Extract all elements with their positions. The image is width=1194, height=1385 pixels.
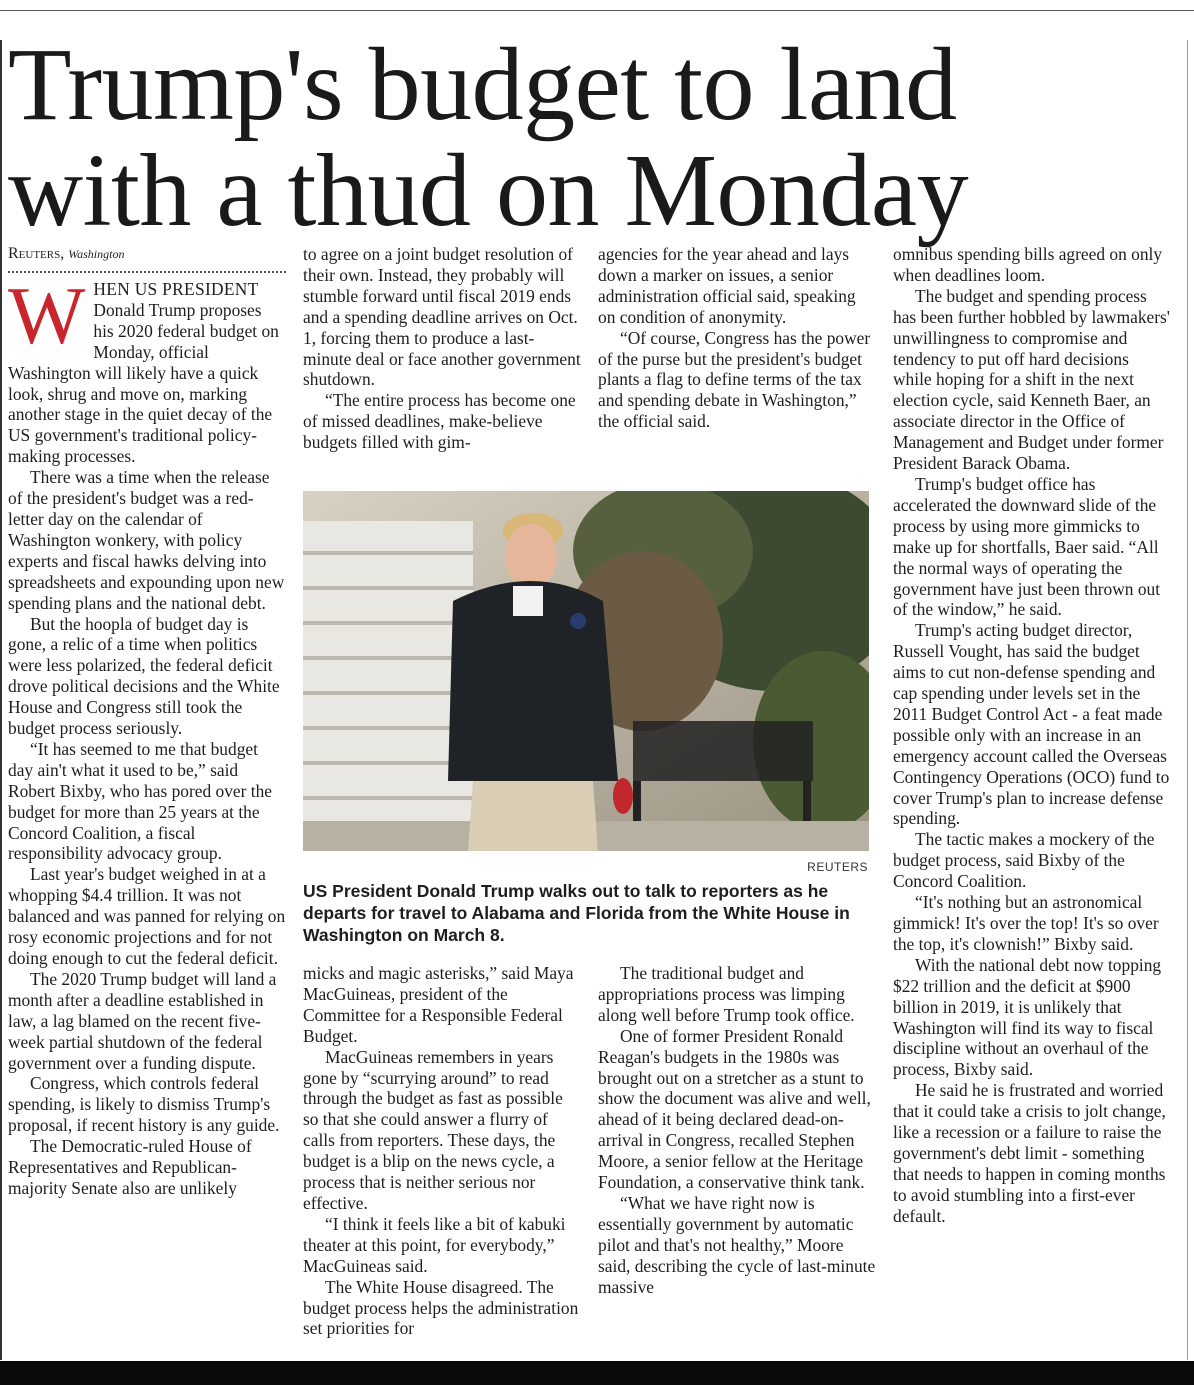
article-column-4	[893, 244, 1171, 1227]
paragraph: There was a time when the release of the president's budget was a red-letter day on the calendar of Washington wonkery, with policy experts and fiscal hawks delving into spreadsheets and expounding upon new spending plans and the national debt.	[8, 467, 285, 613]
byline-place: Washington	[68, 247, 125, 261]
top-rule	[0, 10, 1194, 11]
article-column-2-bottom	[303, 963, 581, 1339]
byline	[8, 244, 286, 273]
photo-caption: US President Donald Trump walks out to talk to reporters as he departs for travel to Alabama and Florida from the White House in Washington on March 8.	[303, 881, 850, 945]
paragraph: MacGuineas remembers in years gone by “scurrying around” to read through the budget as fast as possible so that she could answer a flurry of calls from reporters. These days, the budget is a blip on the news cycle, a process that is neither serious nor effective.	[303, 1046, 563, 1213]
lead-paragraph	[8, 270, 286, 467]
byline-agency: Reuters,	[8, 245, 65, 262]
article-column-1	[8, 244, 286, 1199]
lead-text: Donald Trump proposes his 2020 federal budget on Monday, official Washington will likely have a quick look, shrug and move on, marking another stage in the quiet decay of the US government's traditional policy-making processes.	[8, 299, 279, 467]
paragraph: The Democratic-ruled House of Representatives and Republican-majority Senate also are unlikely	[8, 1136, 252, 1198]
photo-credit: REUTERS	[807, 860, 868, 874]
bottom-bar	[0, 1361, 1194, 1385]
article-column-3-top	[598, 244, 876, 432]
paragraph: “It's nothing but an astronomical gimmick! It's over the top! It's so over the top, it's clownish!” Bixby said.	[893, 892, 1159, 954]
paragraph: Trump's budget office has accelerated the downward slide of the process by using more gimmicks to make up for shortfalls, Baer said. “All the normal ways of operating the government have just been thrown out of the window,” he said.	[893, 473, 1161, 620]
paragraph: Congress, which controls federal spending, is likely to dismiss Trump's proposal, if recent history is any guide.	[8, 1073, 280, 1136]
paragraph: The White House disagreed. The budget process helps the administration set priorities for	[303, 1276, 579, 1339]
photo-illustration	[303, 491, 869, 851]
steps-graphic	[303, 521, 473, 851]
paragraph: The tactic makes a mockery of the budget process, said Bixby of the Concord Coalition.	[893, 829, 1155, 892]
paragraph: “I think it feels like a bit of kabuki theater at this point, for everybody,” MacGuineas said.	[303, 1213, 566, 1276]
paragraph: “The entire process has become one of missed deadlines, make-believe budgets filled with gim-	[303, 390, 576, 453]
paragraph: Last year's budget weighed in at a whopping $4.4 trillion. It was not balanced and was panned for relying on rosy economic projections and for not doing enough to cut the federal deficit.	[8, 864, 286, 968]
paragraph: omnibus spending bills agreed on only when deadlines loom.	[893, 244, 1163, 285]
paragraph: micks and magic asterisks,” said Maya MacGuineas, president of the Committee for a Responsible Federal Budget.	[303, 963, 574, 1046]
paragraph: But the hoopla of budget day is gone, a relic of a time when politics were less polarized, the federal deficit drove political decisions and the White House and Congress still took the budget process seriously.	[8, 613, 280, 739]
article-column-2-top	[303, 244, 581, 453]
paragraph: One of former President Ronald Reagan's budgets in the 1980s was brought out on a stretcher as a stunt to show the document was alive and well, ahead of it being declared dead-on-arrival in Congress, recalled Stephen Moore, a senior fellow at the Heritage Foundation, a conservative think tank.	[598, 1025, 871, 1193]
news-photo	[303, 491, 869, 851]
paragraph: “Of course, Congress has the power of the purse but the president's budget plants a flag to define terms of the tax and spending debate in Washington,” the official said.	[598, 327, 871, 432]
page-edge-left	[0, 40, 2, 1360]
paragraph: agencies for the year ahead and lays down a marker on issues, a senior administration official said, speaking on condition of anonymity.	[598, 244, 856, 327]
paragraph: Trump's acting budget director, Russell Vought, has said the budget aims to cut non-defense spending and cap spending under levels set in the 2011 Budget Control Act - a feat made possible only with an increase in an emergency account called the Overseas Contingency Operations (OCO) fund to cover Trump's plan to increase defense spending.	[893, 620, 1170, 829]
paragraph: The budget and spending process has been further hobbled by lawmakers' unwillingness to compromise and tendency to put off hard decisions while hoping for a shift in the next election cycle, said Kenneth Baer, an associate director in the Office of Management and Budget under former President Barack Obama.	[893, 285, 1170, 474]
headline-line-2: with a thud on Monday	[8, 133, 969, 248]
lead-caps: HEN US PRESIDENT	[93, 279, 259, 299]
article-column-3-bottom	[598, 963, 876, 1298]
paragraph: to agree on a joint budget resolution of their own. Instead, they probably will stumble forward until fiscal 2019 ends and a spending deadline arrives on Oct. 1, forcing them to produce a last-minute deal or face another government shutdown.	[303, 244, 581, 390]
paragraph: “What we have right now is essentially government by automatic pilot and that's not healthy,” Moore said, describing the cycle of last-minute massive	[598, 1192, 876, 1297]
paragraph: “It has seemed to me that budget day ain't what it used to be,” said Robert Bixby, who has pored over the budget for more than 25 years at the Concord Coalition, a fiscal responsibility advocacy group.	[8, 738, 273, 864]
headline-line-1: Trump's budget to land	[8, 27, 957, 142]
paragraph: The traditional budget and appropriations process was limping along well before Trump took office.	[598, 963, 855, 1025]
drop-cap: W	[8, 270, 86, 361]
paragraph: The 2020 Trump budget will land a month after a deadline established in law, a lag blamed on the recent five-week partial shutdown of the federal government over a funding dispute.	[8, 968, 277, 1073]
headline	[8, 27, 1188, 248]
paragraph: With the national debt now topping $22 trillion and the deficit at $900 billion in 2019, it is unlikely that Washington will find its way to fiscal discipline without an overhaul of the process, Bixby said.	[893, 954, 1162, 1080]
paragraph: He said he is frustrated and worried that it could take a crisis to jolt change, like a recession or a failure to raise the government's debt limit - something that needs to happen in coming months to avoid stumbling into a first-ever default.	[893, 1080, 1166, 1226]
